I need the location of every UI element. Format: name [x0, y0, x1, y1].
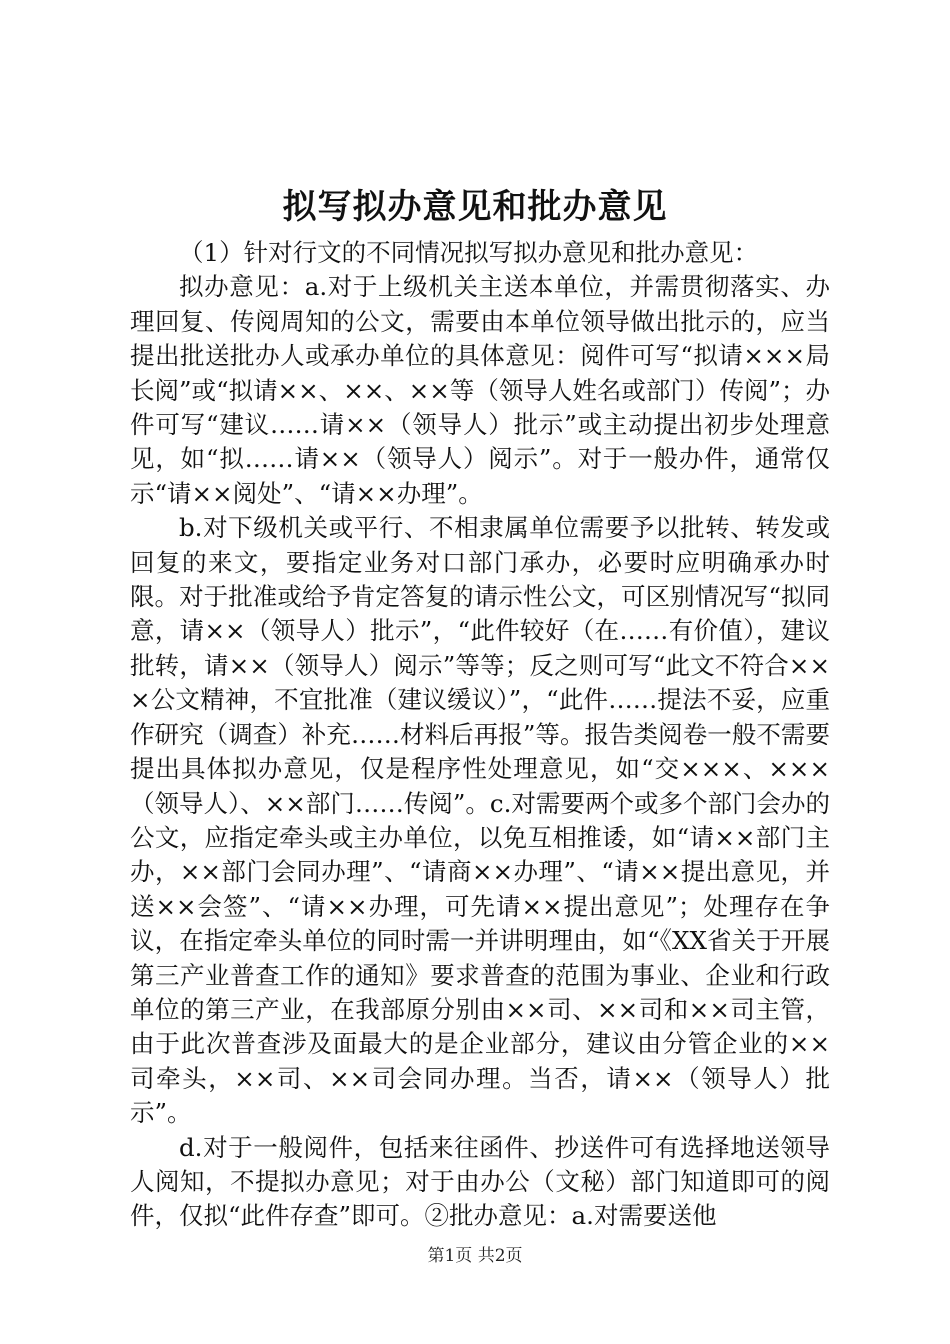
paragraph-intro: （1）针对行文的不同情况拟写拟办意见和批办意见：: [179, 238, 759, 267]
document-body: [130, 236, 830, 1234]
paragraph-ni-ban-d: d.对于一般阅件，包括来往函件、抄送件可有选择地送领导人阅知，不提拟办意见；对于由办公（文秘）部门知道即可的阅件，仅拟“此件存查”即可。②批办意见：a.对需要送他: [130, 1132, 830, 1231]
paragraph-ni-ban-a: 拟办意见：a.对于上级机关主送本单位，并需贯彻落实、办理回复、传阅周知的公文，需要由本单位领导做出批示的，应当提出批送批办人或承办单位的具体意见：阅件可写“拟请×××局长阅”或“拟请××、××、××等（领导人姓名或部门）传阅”；办件可写“建议……请××（领导人）批示”或主动提出初步处理意见，如“拟……请××（领导人）阅示”。对于一般办件，通常仅示“请××阅处”、“请××办理”。: [130, 272, 830, 508]
paragraph-ni-ban-b-c: b.对下级机关或平行、不相隶属单位需要予以批转、转发或回复的来文，要指定业务对口部门承办，必要时应明确承办时限。对于批准或给予肯定答复的请示性公文，可区别情况写“拟同意，请××（领导人）批示”，“此件较好（在……有价值），建议批转，请××（领导人）阅示”等等；反之则可写“此文不符合×××公文精神，不宜批准（建议缓议）”，“此件……提法不妥，应重作研究（调查）补充……材料后再报”等。报告类阅卷一般不需要提出具体拟办意见，仅是程序性处理意见，如“交×××、×××（领导人）、××部门……传阅”。c.对需要两个或多个部门会办的公文，应指定牵头或主办单位，以免互相推诿，如“请××部门主办，××部门会同办理”、“请商××办理”、“请××提出意见，并送××会签”、“请××办理，可先请××提出意见”；处理存在争议，在指定牵头单位的同时需一并讲明理由，如“《XX省关于开展第三产业普查工作的通知》要求普查的范围为事业、企业和行政单位的第三产业，在我部原分别由××司、××司和××司主管，由于此次普查涉及面最大的是企业部分，建议由分管企业的××司牵头，××司、××司会同办理。当否，请××（领导人）批示”。: [130, 513, 830, 1128]
document-title: 拟写拟办意见和批办意见: [282, 187, 668, 227]
page-number-footer: 第1页 共2页: [427, 1246, 523, 1266]
